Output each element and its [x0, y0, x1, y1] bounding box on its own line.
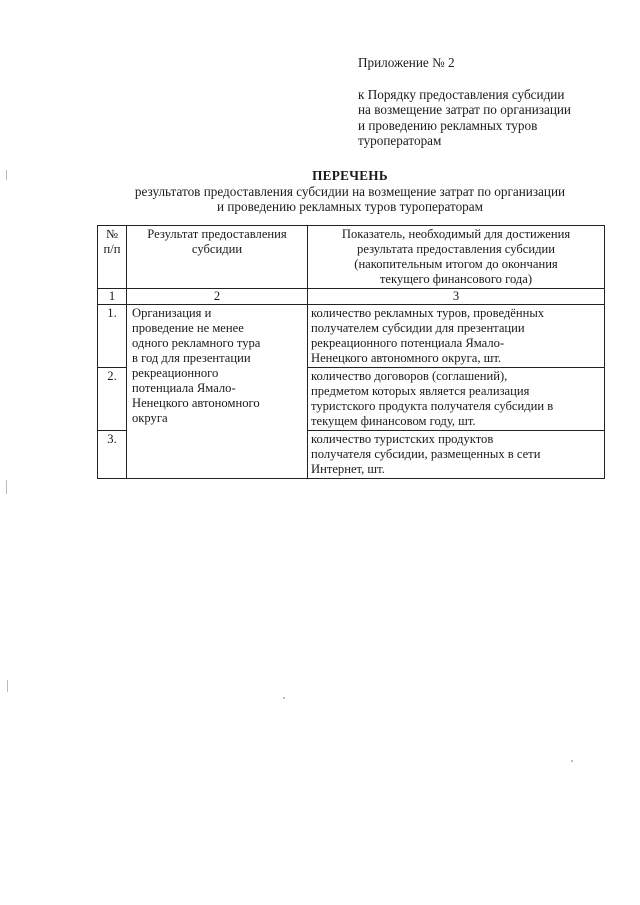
row-number: 3.: [98, 431, 127, 479]
header-text: п/п: [103, 242, 121, 256]
row-number: 1.: [98, 305, 127, 368]
scan-speck: [571, 760, 573, 762]
result-line: Организация и: [132, 306, 212, 320]
scan-speck: [7, 680, 8, 692]
document-title: ПЕРЕЧЕНЬ: [312, 168, 388, 183]
indicator-line: предметом которых является реализация: [311, 384, 530, 398]
result-line: в год для презентации: [132, 351, 251, 365]
header-text: субсидии: [191, 242, 243, 256]
result-line: рекреационного: [132, 366, 219, 380]
indicator-line: рекреационного потенциала Ямало-: [311, 336, 505, 350]
header-text: результата предоставления субсидии: [357, 242, 555, 256]
indicator-line: количество договоров (соглашений),: [311, 369, 508, 383]
header-cell-result: [127, 226, 308, 289]
header-cell-number: [98, 226, 127, 289]
table-header-row: [98, 226, 605, 289]
indicator-cell: [308, 305, 605, 368]
indicator-line: получателем субсидии для презентации: [311, 321, 525, 335]
document-heading: [95, 168, 605, 215]
appendix-line: к Порядку предоставления субсидии: [358, 86, 565, 102]
appendix-line: на возмещение затрат по организации: [358, 102, 571, 117]
appendix-block: [358, 55, 628, 149]
results-table: [97, 225, 605, 479]
indicator-line: количество рекламных туров, проведённых: [311, 306, 545, 320]
indicator-line: Интернет, шт.: [311, 462, 385, 476]
header-text: текущего финансового года): [379, 272, 533, 286]
appendix-line: и проведению рекламных туров: [358, 117, 538, 133]
result-line: округа: [132, 411, 168, 425]
header-text: Показатель, необходимый для достижения: [341, 227, 571, 241]
header-text: Результат предоставления: [147, 227, 287, 241]
indicator-line: Ненецкого автономного округа, шт.: [311, 351, 502, 365]
row-number: 2.: [98, 368, 127, 431]
column-number: 2: [127, 289, 308, 305]
result-line: проведение не менее: [132, 321, 244, 335]
indicator-line: получателя субсидии, размещенных в сети: [311, 447, 541, 461]
header-cell-indicator: [308, 226, 605, 289]
scan-speck: [6, 480, 7, 494]
document-subtitle-line: результатов предоставления субсидии на возмещение затрат по организации: [134, 183, 566, 199]
column-number-row: [98, 289, 605, 305]
indicator-line: туристского продукта получателя субсидии в: [311, 399, 554, 413]
appendix-number: Приложение № 2: [358, 55, 455, 70]
indicator-line: текущем финансовом году, шт.: [311, 414, 476, 428]
header-text: №: [105, 227, 119, 241]
scan-speck: [6, 170, 7, 180]
result-line: потенциала Ямало-: [132, 381, 236, 395]
indicator-cell: [308, 431, 605, 479]
header-text: (накопительным итогом до окончания: [354, 257, 558, 271]
table-row: [98, 305, 605, 368]
result-cell: [127, 305, 308, 479]
document-subtitle-line: и проведению рекламных туров туроператорам: [217, 199, 483, 214]
column-number: 3: [308, 289, 605, 305]
result-line: Ненецкого автономного: [132, 396, 260, 410]
scan-speck: [283, 697, 285, 699]
appendix-line: туроператорам: [358, 133, 442, 148]
result-line: одного рекламного тура: [132, 336, 261, 350]
indicator-line: количество туристских продуктов: [311, 432, 494, 446]
column-number: 1: [98, 289, 127, 305]
indicator-cell: [308, 368, 605, 431]
